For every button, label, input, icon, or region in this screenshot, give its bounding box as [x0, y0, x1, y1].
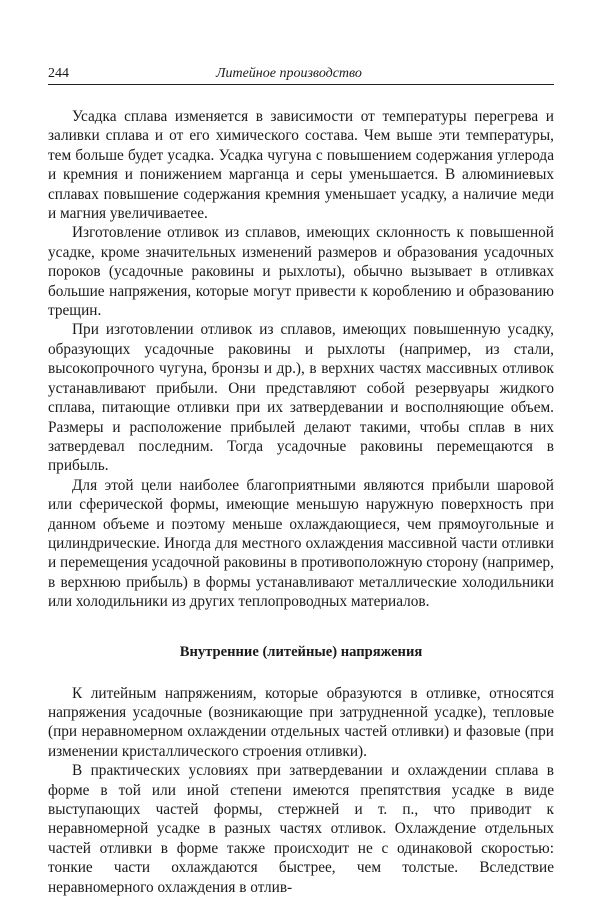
book-page: [48, 66, 554, 897]
paragraph-high-shrinkage-stress: Изготовление отливок из сплавов, имеющих склонность к повышенной усадке, кроме значительных изменений размеров и образования усадочных пороков (усадочные раковины и рыхлоты), обычно вызывает в отливках большие напряжения, которые могут привести к короблению и образованию трещин.: [48, 224, 554, 320]
paragraph-risers: При изготовлении отливок из сплавов, имеющих повышенную усадку, образующих усадочные раковины и рыхлоты (например, из стали, высокопрочного чугуна, бронзы и др.), в верхних частях массивных отливок устанавливают прибыли. Они представляют собой резервуары жидкого сплава, питающие отливки при их затвердевании и восполняющие объем. Размеры и расположение прибылей делают такими, чтобы сплав в них затвердевал последним. Тогда усадочные раковины перемещаются в прибыль.: [48, 321, 554, 475]
section-heading: Внутренние (литейные) напряжения: [179, 643, 423, 660]
paragraph-uneven-shrinkage: В практических условиях при затвердевании и охлаждении сплава в форме в той или иной степени имеются препятствия усадке в виде выступающих частей формы, стержней и т. п., что приводит к неравномерной усадке в разных частях отливок. Охлаждение отдельных частей отливки в форме также происходит не с одинаковой скоростью: тонкие части охлаждаются быстрее, чем толстые. Вследствие неравномерного охлаждения в отлив-: [48, 762, 554, 896]
paragraph-casting-stresses: К литейным напряжениям, которые образуются в отливке, относятся напряжения усадочные (возникающие при затрудненной усадке), тепловые (при неравномерном охлаждении отдельных частей отливки) и фазовые (при изменении кристаллического строения отливки).: [48, 684, 554, 760]
page-number: 244: [48, 66, 69, 81]
running-header: [48, 66, 554, 85]
paragraph-riser-shape-and-chills: Для этой цели наиболее благоприятными являются прибыли шаровой или сферической формы, имеющие меньшую наружную поверхность при данном объеме и поэтому меньше охлаждающиеся, чем прямоугольные и цилиндрические. Иногда для местного охлаждения массивной части отливки и перемещения усадочной раковины в противоположную сторону (например, в верхнюю прибыль) в формы устанавливают металлические холодильники или холодильники из других теплопроводных материалов.: [48, 476, 554, 611]
body-text: [48, 107, 554, 897]
running-title: Литейное производство: [216, 66, 362, 81]
paragraph-shrinkage-factors: Усадка сплава изменяется в зависимости от температуры перегрева и заливки сплава и от его химического состава. Чем выше эти температуры, тем больше будет усадка. Усадка чугуна с повышением содержания углерода и кремния и понижением марганца и серы уменьшается. В алюминиевых сплавах повышение содержания кремния уменьшает усадку, а наличие меди и магния увеличиваетее.: [48, 108, 554, 223]
